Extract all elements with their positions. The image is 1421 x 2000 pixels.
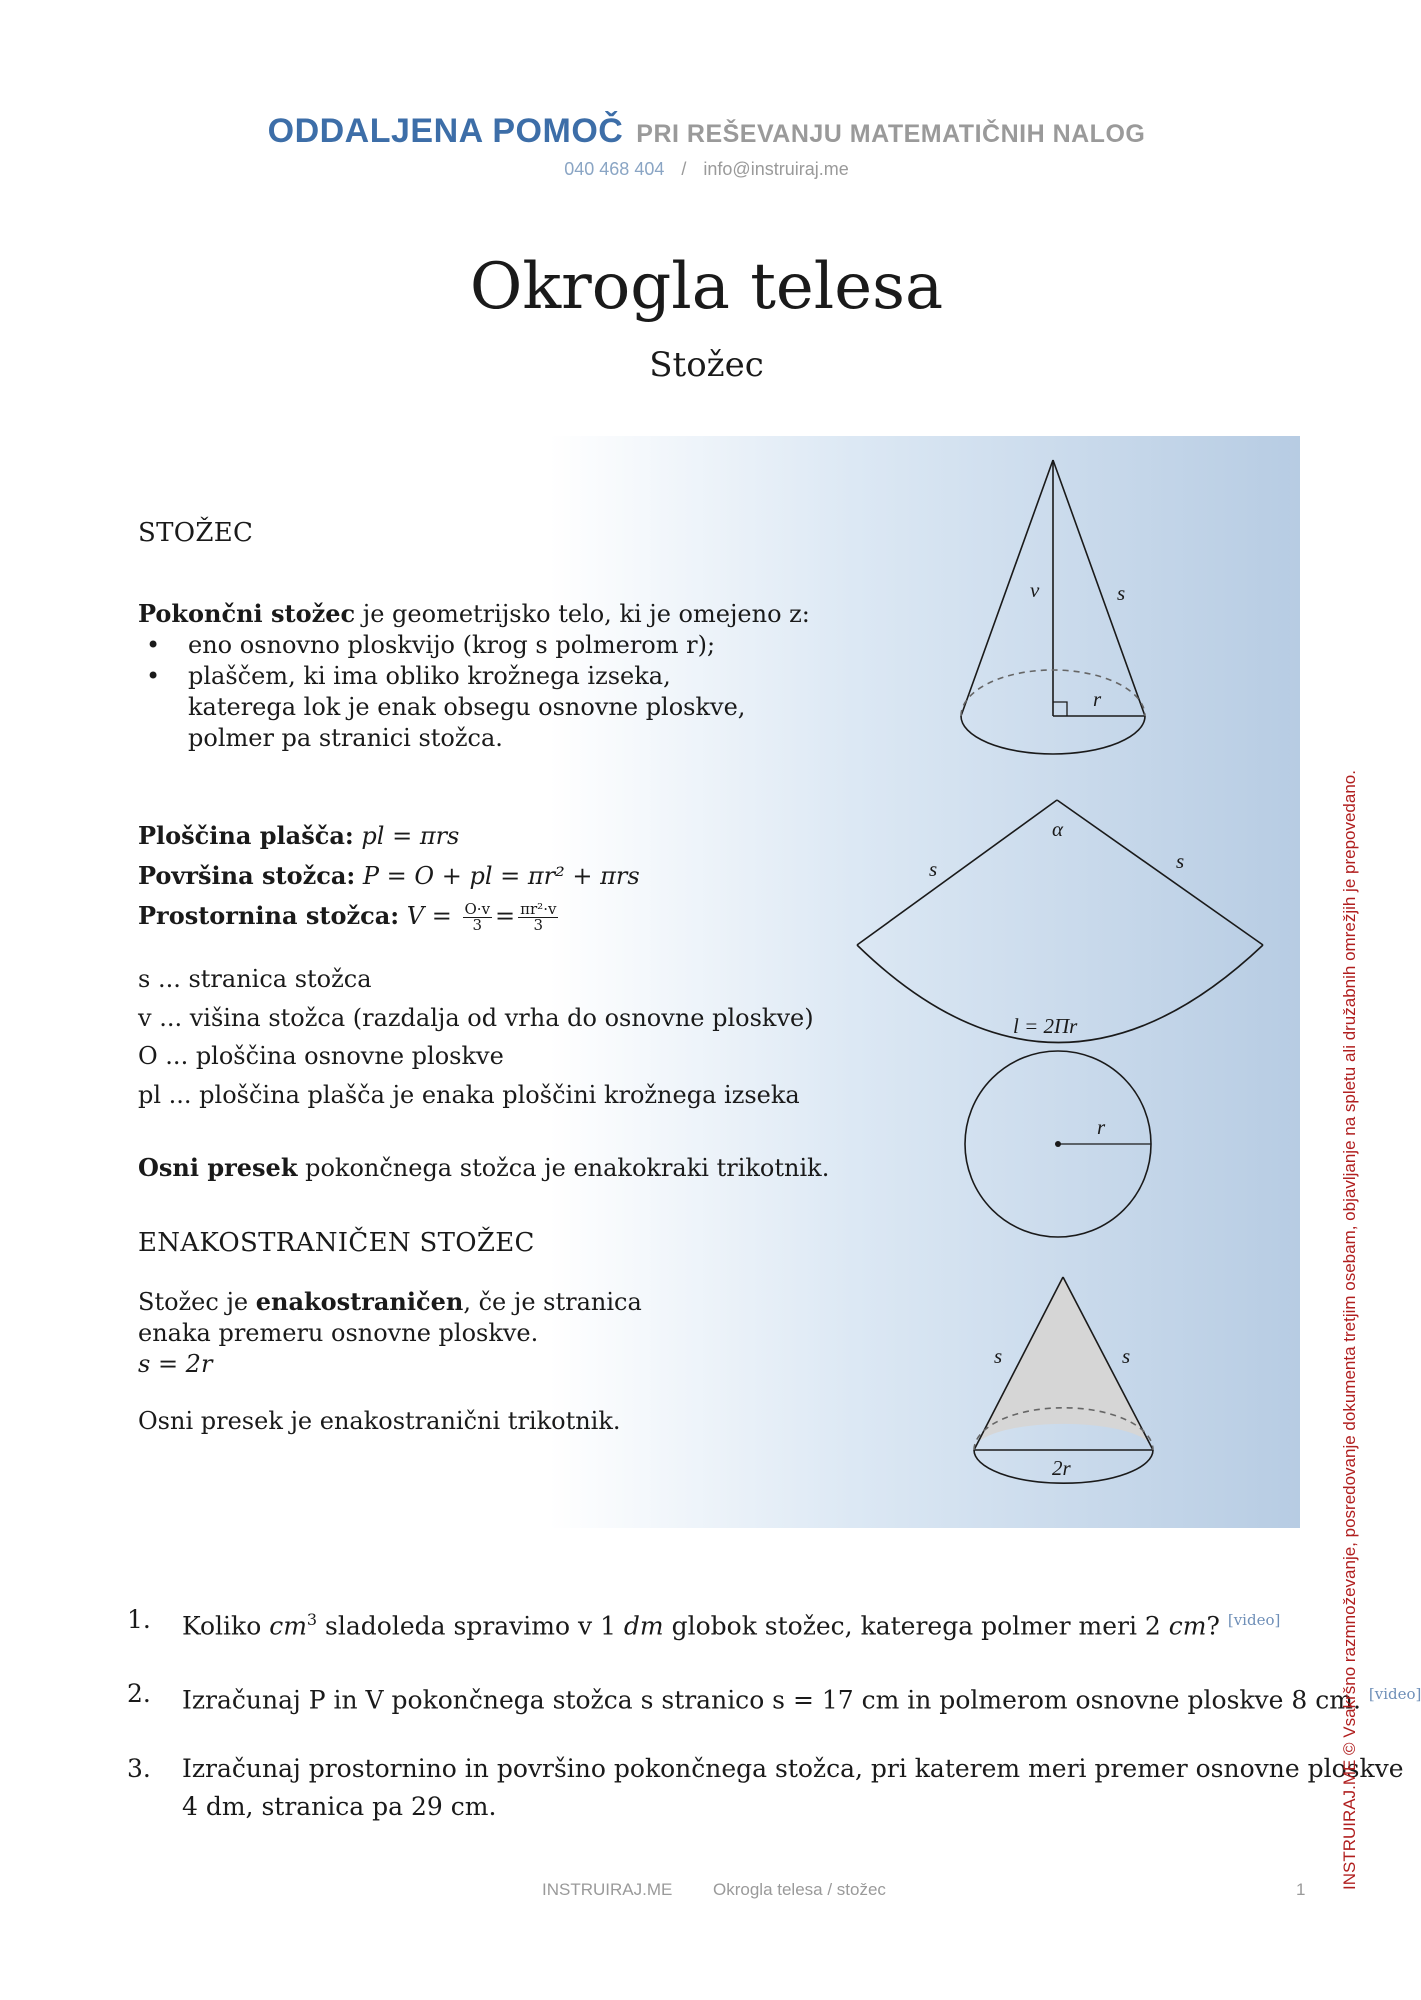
video-link[interactable]: [video]: [1368, 1685, 1421, 1703]
fraction-numerator: πr²·v: [520, 900, 557, 918]
header-phone[interactable]: 040 468 404: [564, 159, 665, 179]
problem-text: sladoleda spravimo v 1: [317, 1611, 624, 1641]
sector-angle-label: α: [1052, 817, 1064, 841]
sector-arc-label: l = 2Πr: [1013, 1014, 1078, 1038]
bullet2-line2: katerega lok je enak obsegu osnovne ploskve,: [188, 693, 746, 721]
axial-term: Osni presek: [138, 1153, 298, 1182]
legend-o: O ... ploščina osnovne ploskve: [138, 1042, 504, 1070]
volume-equals: =: [495, 902, 516, 930]
circle-center: [1055, 1141, 1061, 1147]
volume-prefix: V =: [406, 902, 452, 930]
page-title: Okrogla telesa: [469, 250, 944, 324]
definition-term: Pokončni stožec: [138, 599, 356, 628]
legend-pl: pl ... ploščina plašča je enaka ploščini krožnega izseka: [138, 1080, 800, 1109]
fraction-numerator: O·v: [464, 900, 491, 918]
volume-label: Prostornina stožca:: [138, 901, 400, 930]
footer-site: INSTRUIRAJ.ME: [542, 1880, 673, 1899]
cone-diagram: [961, 460, 1145, 754]
problem-unit: cm: [269, 1611, 307, 1641]
legend-v: v ... višina stožca (razdalja od vrha do osnovne ploskve): [138, 1003, 814, 1032]
page-subtitle: Stožec: [649, 345, 764, 385]
problem-unit: cm: [1168, 1611, 1207, 1641]
side-copyright-notice: INSTRUIRAJ.ME © Vsakršno razmnoževanje, posredovanje dokumenta tretjim osebam, objavljanje na spletu ali družabnih omrežjih je prepovedano.: [1340, 770, 1359, 1890]
eq-cone-right-label: s: [1122, 1344, 1131, 1368]
equilateral-cone-diagram: [974, 1277, 1153, 1483]
eq-line2: enaka premeru osnovne ploskve.: [138, 1319, 539, 1347]
axial-rest: pokončnega stožca je enakokraki trikotnik.: [297, 1154, 830, 1182]
problem-text-line1: Izračunaj prostornino in površino pokončnega stožca, pri katerem meri premer osnovne ploskve: [182, 1754, 1404, 1783]
cone-height-label: v: [1030, 578, 1040, 602]
fraction-denominator: 3: [533, 916, 544, 934]
problem-number: 3.: [127, 1754, 151, 1783]
surface-label: Površina stožca:: [138, 861, 356, 890]
mantle-label: Ploščina plašča:: [138, 821, 354, 850]
eq-line1-pre: Stožec je: [138, 1288, 256, 1316]
fraction-denominator: 3: [472, 916, 483, 934]
cone-slant-label: s: [1117, 581, 1126, 605]
eq-cone-left-label: s: [994, 1344, 1003, 1368]
problem-text-line2: 4 dm, stranica pa 29 cm.: [182, 1792, 497, 1821]
problem-text: globok stožec, katerega polmer meri 2: [663, 1611, 1169, 1641]
eq-note: Osni presek je enakostranični trikotnik.: [138, 1407, 621, 1435]
definition-text: je geometrijsko telo, ki je omejeno z:: [355, 600, 810, 628]
header-email[interactable]: info@instruiraj.me: [703, 159, 849, 179]
problem-text: ?: [1206, 1611, 1220, 1641]
legend-s: s ... stranica stožca: [138, 965, 372, 993]
bullet2-line3: polmer pa stranici stožca.: [188, 724, 503, 752]
footer-topic: Okrogla telesa / stožec: [713, 1880, 886, 1899]
header-separator: /: [681, 159, 687, 179]
section-heading-enakostranicen: ENAKOSTRANIČEN STOŽEC: [138, 1228, 535, 1258]
problem-number: 1.: [127, 1605, 151, 1634]
footer-page-number: 1: [1296, 1880, 1306, 1899]
circle-radius-label: r: [1097, 1115, 1106, 1139]
problem-number: 2.: [127, 1679, 151, 1708]
eq-cone-diameter-label: 2r: [1052, 1456, 1071, 1480]
surface-formula: P = O + pl = πr² + πrs: [362, 862, 640, 890]
sector-right-label: s: [1176, 849, 1185, 873]
list-item: • eno osnovno ploskvijo (krog s polmerom r);: [138, 630, 810, 661]
sector-left-label: s: [929, 857, 938, 881]
cone-radius-label: r: [1093, 687, 1102, 711]
eq-line1-post: , če je stranica: [463, 1288, 642, 1316]
problem-sup: 3: [306, 1610, 318, 1629]
eq-term: enakostraničen: [255, 1287, 464, 1316]
problem-unit: dm: [623, 1611, 664, 1641]
bullet2-line1: plaščem, ki ima obliko krožnega izseka,: [188, 662, 671, 690]
problem-text: Koliko: [182, 1611, 270, 1641]
eq-formula: s = 2r: [138, 1350, 213, 1378]
header-brand: ODDALJENA POMOČ: [267, 112, 624, 150]
mantle-formula: pl = πrs: [361, 822, 460, 850]
header-tagline: PRI REŠEVANJU MATEMATIČNIH NALOG: [636, 120, 1146, 148]
video-link[interactable]: [video]: [1227, 1611, 1281, 1629]
problem-text: Izračunaj P in V pokončnega stožca s stranico s = 17 cm in polmerom osnovne ploskve 8 cm.: [182, 1685, 1361, 1715]
section-heading-stozec: STOŽEC: [138, 518, 254, 548]
